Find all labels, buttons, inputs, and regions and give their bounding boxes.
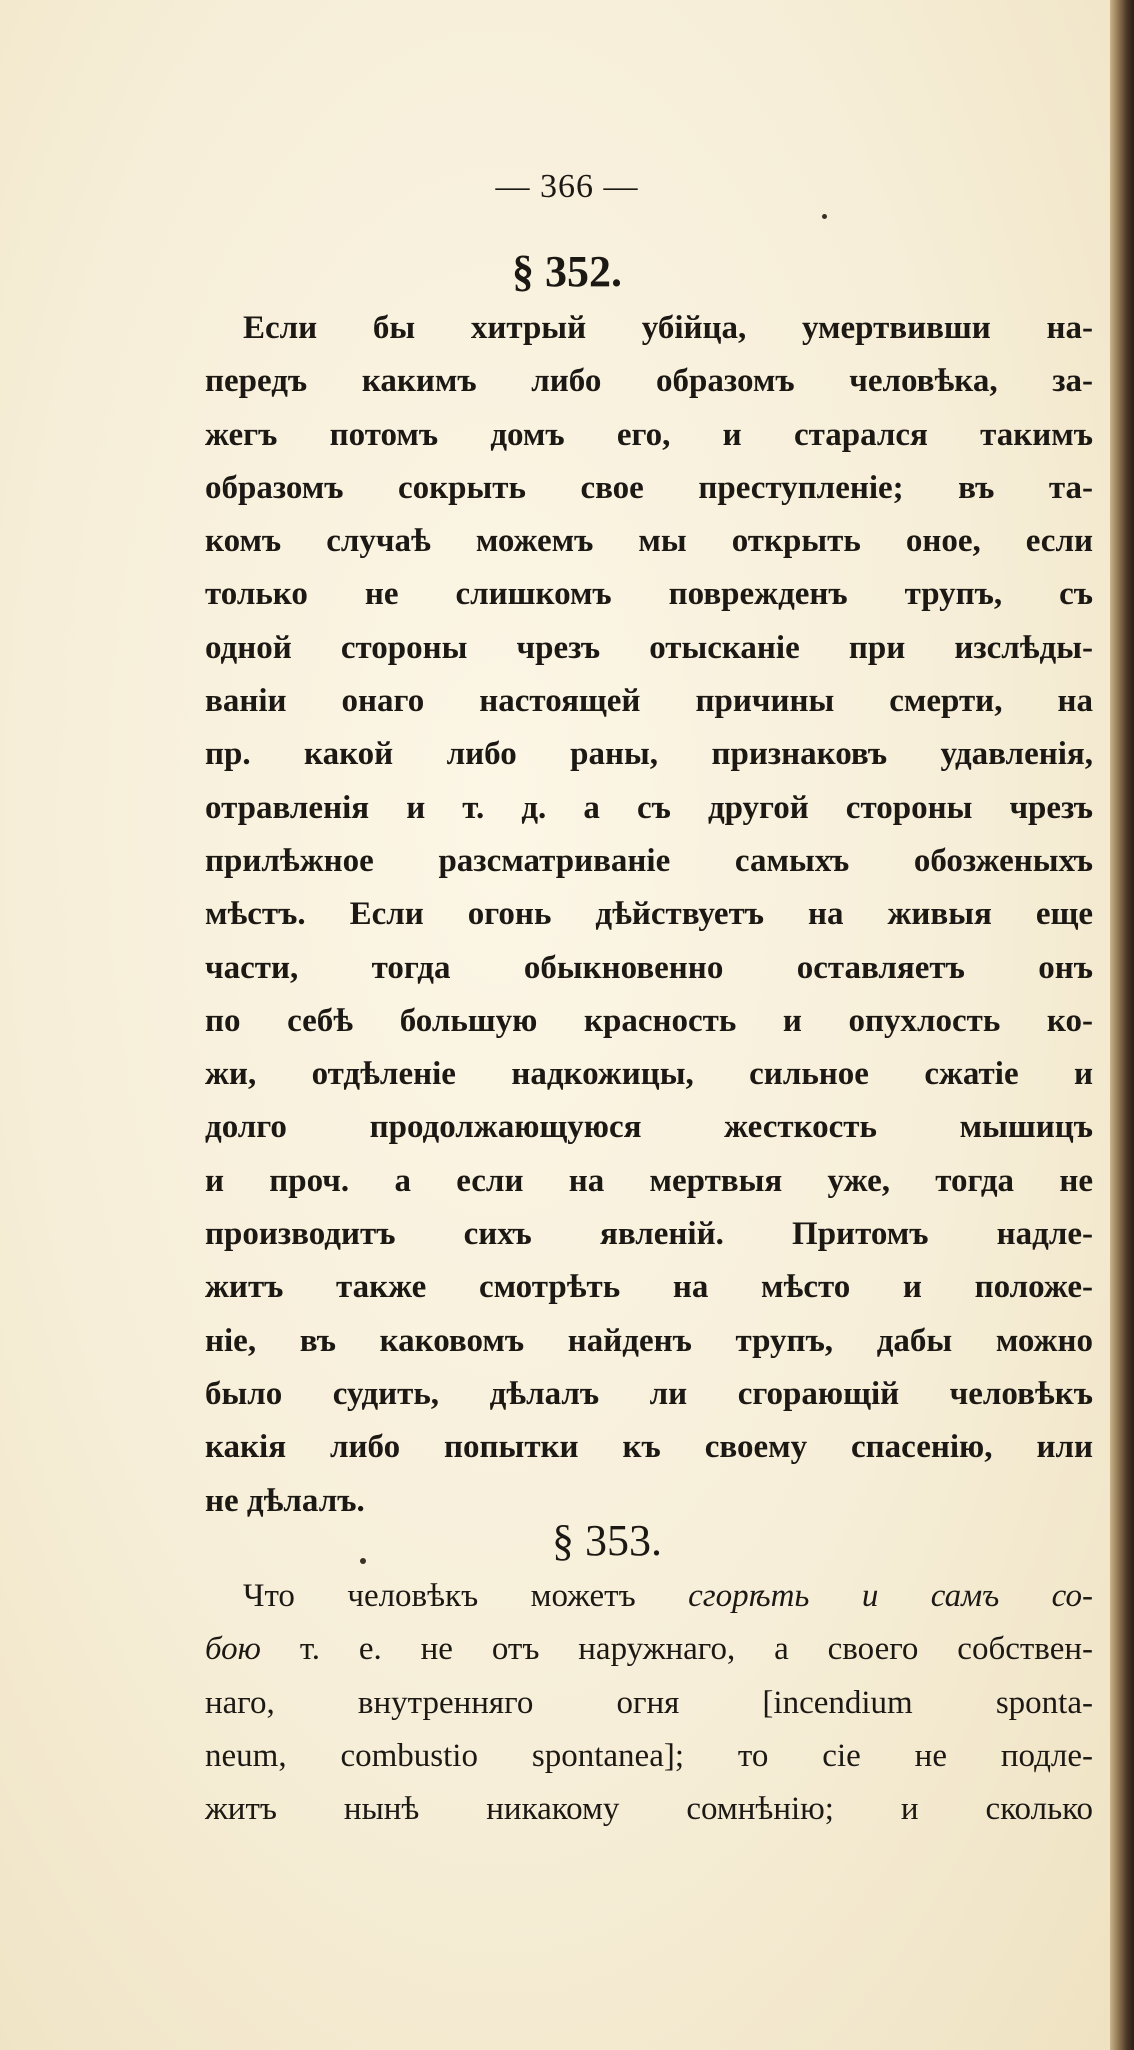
text-line: neum, combustio spontanea]; то сіе не подле- <box>205 1737 1093 1774</box>
text-line: прилѣжное разсматриваніе самыхъ обозженыхъ <box>205 842 1093 879</box>
text-line: наго, внутренняго огня [incendium sponta- <box>205 1684 1093 1721</box>
text-line: комъ случаѣ можемъ мы открыть оное, если <box>205 523 1093 560</box>
italic-run: бою <box>205 1631 261 1668</box>
text-run: т. е. не отъ наружнаго, а своего собствен- <box>260 1631 1093 1668</box>
text-line: было судить, дѣлалъ ли сгорающій человѣкъ <box>205 1375 1093 1412</box>
paper-speck <box>360 1558 366 1564</box>
page-edge <box>1110 0 1134 2050</box>
text-line: образомъ сокрыть свое преступленіе; въ та- <box>205 469 1093 506</box>
text-run: Что человѣкъ можетъ <box>243 1578 689 1614</box>
text-line: жегъ потомъ домъ его, и старался такимъ <box>205 416 1093 453</box>
text-line: какія либо попытки къ своему спасенію, или <box>205 1429 1093 1466</box>
section-352-text <box>205 302 1093 1528</box>
text-line: житъ нынѣ никакому сомнѣнію; и сколько <box>205 1791 1093 1828</box>
text-line: одной стороны чрезъ отысканіе при изслѣды- <box>205 629 1093 666</box>
text-line: ніе, въ каковомъ найденъ трупъ, дабы можно <box>205 1322 1093 1359</box>
text-line: ваніи онаго настоящей причины смерти, на <box>205 683 1093 720</box>
text-line: и проч. а если на мертвыя уже, тогда не <box>205 1162 1093 1199</box>
text-line <box>205 1570 1093 1623</box>
paper-speck <box>822 214 827 219</box>
text-line: части, тогда обыкновенно оставляетъ онъ <box>205 949 1093 986</box>
text-line: жи, отдѣленіе надкожицы, сильное сжатіе и <box>205 1056 1093 1093</box>
text-line: Если бы хитрый убійца, умертвивши на- <box>243 310 1093 346</box>
section-heading-353: § 353. <box>552 1516 662 1565</box>
text-line: долго продолжающуюся жесткость мышицъ <box>205 1109 1093 1146</box>
text-line: отравленія и т. д. а съ другой стороны чрезъ <box>205 789 1093 826</box>
text-line: передъ какимъ либо образомъ человѣка, за- <box>205 363 1093 400</box>
page-number: — 366 — <box>495 168 639 205</box>
text-line: мѣстъ. Если огонь дѣйствуетъ на живыя еще <box>205 896 1093 933</box>
section-heading-352: § 352. <box>512 247 622 296</box>
text-line: по себѣ большую красность и опухлость ко- <box>205 1002 1093 1039</box>
text-line: производитъ сихъ явленій. Притомъ надле- <box>205 1216 1093 1253</box>
section-353-text <box>205 1570 1093 1836</box>
text-line: пр. какой либо раны, признаковъ удавленія, <box>205 736 1093 773</box>
text-line: только не слишкомъ поврежденъ трупъ, съ <box>205 576 1093 613</box>
italic-run: сгорѣть и самъ со- <box>688 1578 1093 1614</box>
text-line: житъ также смотрѣть на мѣсто и положе- <box>205 1269 1093 1306</box>
text-line <box>205 1623 1093 1676</box>
text-line: не дѣлалъ. <box>205 1482 365 1519</box>
